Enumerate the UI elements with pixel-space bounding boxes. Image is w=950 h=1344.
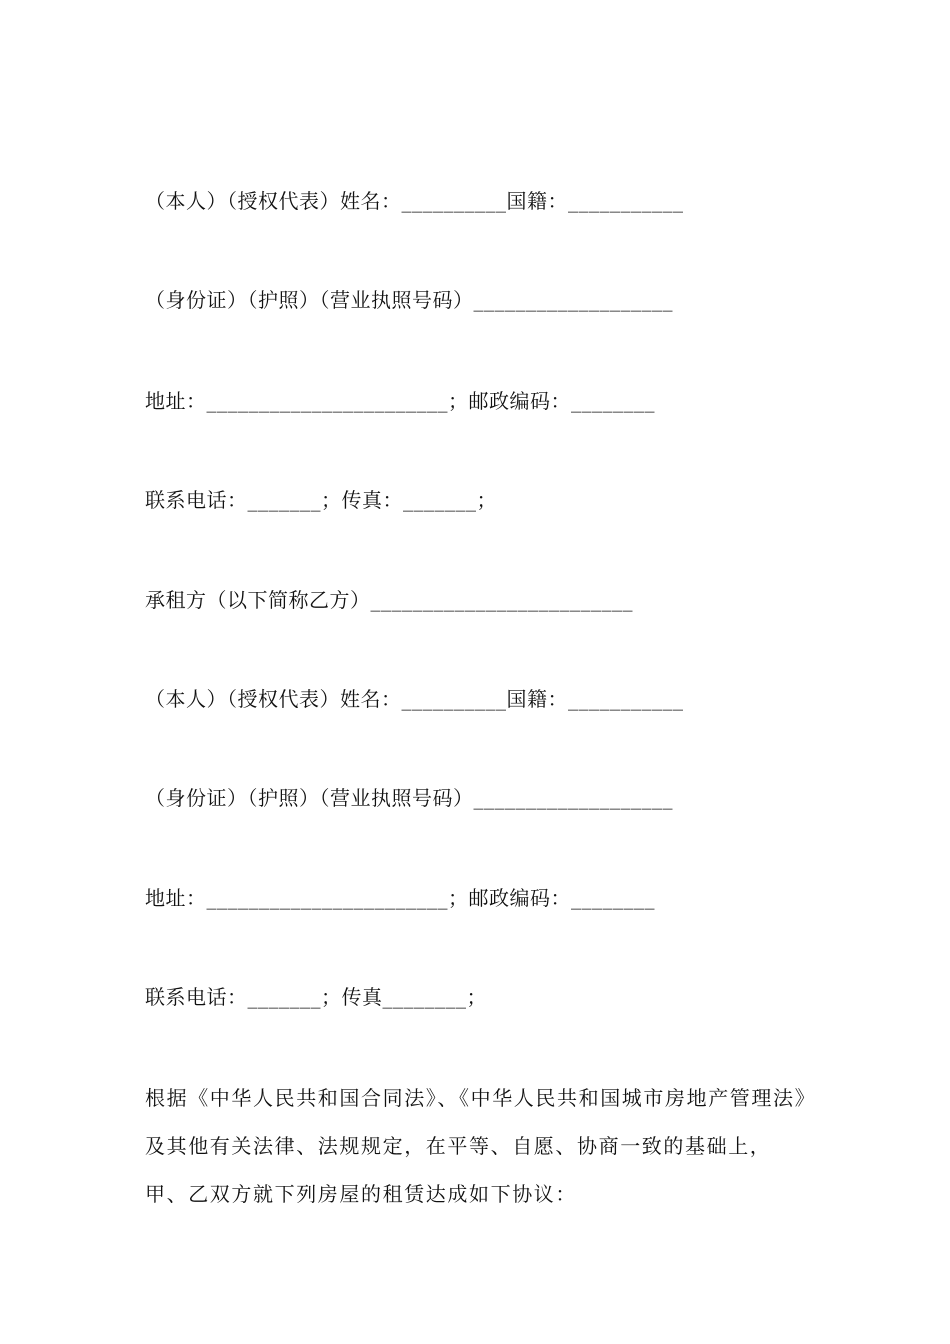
lessor-name-line: （本人）（授权代表）姓名：__________国籍：___________ bbox=[145, 189, 684, 213]
lessor-address-line: 地址：_______________________；邮政编码：________ bbox=[145, 389, 655, 413]
lessee-address-line: 地址：_______________________；邮政编码：________ bbox=[145, 886, 655, 910]
lessee-name-line: （本人）（授权代表）姓名：__________国籍：___________ bbox=[145, 687, 684, 711]
lessee-contact-line: 联系电话：_______；传真________； bbox=[145, 985, 487, 1009]
lessee-id-line: （身份证）（护照）（营业执照号码）___________________ bbox=[145, 786, 673, 810]
intro-paragraph: 根据《中华人民共和国合同法》、《中华人民共和国城市房地产管理法》及其他有关法律、法规规定，在平等、自愿、协商一致的基础上，甲、乙双方就下列房屋的租赁达成如下协议： bbox=[145, 1086, 807, 1206]
lessor-contact-line: 联系电话：_______；传真：_______； bbox=[145, 488, 497, 512]
lessee-header: 承租方（以下简称乙方）_________________________ bbox=[145, 588, 633, 612]
lessor-id-line: （身份证）（护照）（营业执照号码）___________________ bbox=[145, 288, 673, 312]
